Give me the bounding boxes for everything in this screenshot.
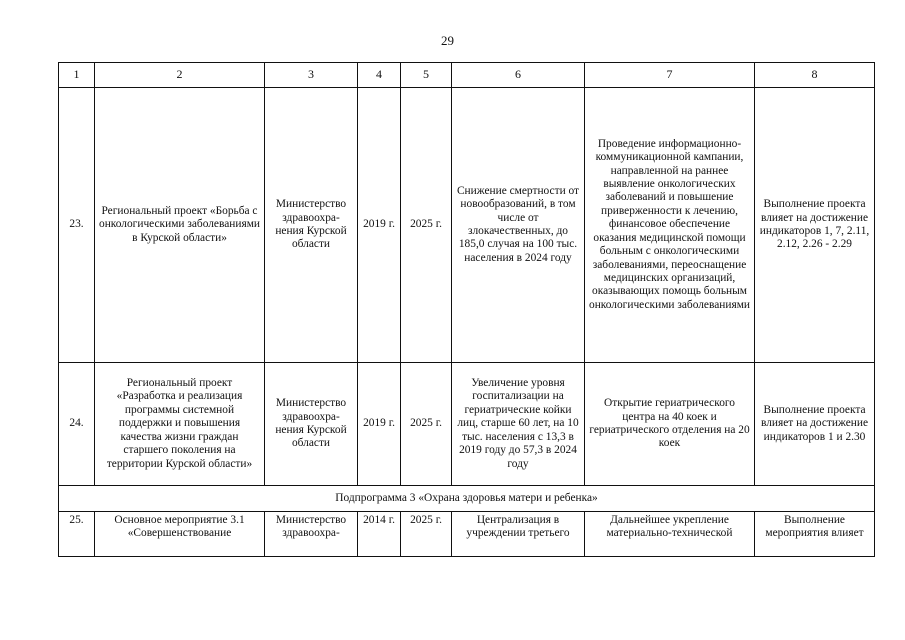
measure-name: Основное мероприятие 3.1 «Совершенствование	[95, 512, 265, 557]
program-table	[58, 62, 875, 557]
header-cell-3: 3	[265, 63, 358, 88]
expected-result: Увеличение уровня госпитализации на гериатрические койки лиц, старше 60 лет, на 10 тыс. населения с 13,3 в 2019 году до 57,3 в 2024 году	[452, 363, 585, 486]
subprogram-title: Подпрограмма 3 «Охрана здоровья матери и ребенка»	[59, 486, 875, 512]
subprogram-row	[59, 486, 875, 512]
executor: Министерство здравоохра-	[265, 512, 358, 557]
main-directions: Дальнейшее укрепление материально-технической	[585, 512, 755, 557]
table-row	[59, 512, 875, 557]
row-number: 25.	[59, 512, 95, 557]
row-number: 23.	[59, 88, 95, 363]
header-cell-8: 8	[755, 63, 875, 88]
header-cell-6: 6	[452, 63, 585, 88]
end-year: 2025 г.	[401, 512, 452, 557]
header-row	[59, 63, 875, 88]
header-cell-2: 2	[95, 63, 265, 88]
end-year: 2025 г.	[401, 363, 452, 486]
start-year: 2019 г.	[358, 363, 401, 486]
measure-name: Региональный проект «Борьба с онкологическими заболеваниями в Курской области»	[95, 88, 265, 363]
header-cell-7: 7	[585, 63, 755, 88]
row-number: 24.	[59, 363, 95, 486]
expected-result: Централизация в учреждении третьего	[452, 512, 585, 557]
header-cell-1: 1	[59, 63, 95, 88]
header-cell-5: 5	[401, 63, 452, 88]
page-number: 29	[441, 33, 454, 48]
measure-name: Региональный проект «Разработка и реализация программы системной поддержки и повышения качества жизни граждан старшего поколения на территории Курской области»	[95, 363, 265, 486]
indicators-link: Выполнение мероприятия влияет	[755, 512, 875, 557]
start-year: 2019 г.	[358, 88, 401, 363]
main-directions: Проведение информационно-коммуникационной кампании, направленной на раннее выявление онкологических заболеваний и повышение приверженности к лечению, финансовое обеспечение оказания медицинской помощи больным с онкологическими заболеваниями, переоснащение медицинских организаций, оказывающих помощь больным онкологическими заболеваниями	[585, 88, 755, 363]
table-row	[59, 88, 875, 363]
table-row	[59, 363, 875, 486]
executor: Министерство здравоохра-нения Курской области	[265, 88, 358, 363]
header-cell-4: 4	[358, 63, 401, 88]
main-directions: Открытие гериатрического центра на 40 коек и гериатрического отделения на 20 коек	[585, 363, 755, 486]
executor: Министерство здравоохра-нения Курской области	[265, 363, 358, 486]
start-year: 2014 г.	[358, 512, 401, 557]
indicators-link: Выполнение проекта влияет на достижение индикаторов 1, 7, 2.11, 2.12, 2.26 - 2.29	[755, 88, 875, 363]
indicators-link: Выполнение проекта влияет на достижение индикаторов 1 и 2.30	[755, 363, 875, 486]
expected-result: Снижение смертности от новообразований, в том числе от злокачественных, до 185,0 случая на 100 тыс. населения в 2024 году	[452, 88, 585, 363]
end-year: 2025 г.	[401, 88, 452, 363]
